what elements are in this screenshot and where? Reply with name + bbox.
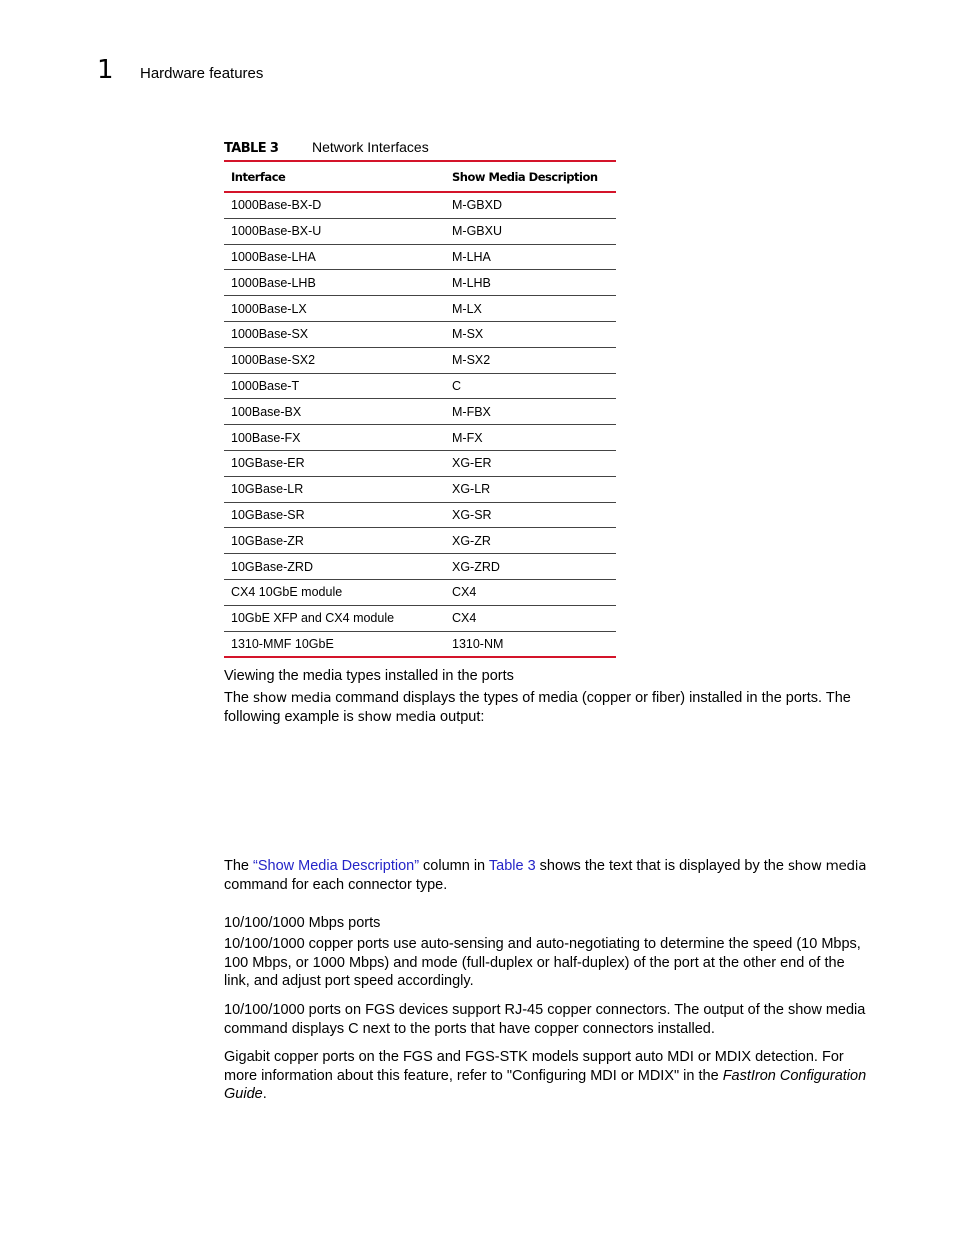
- column-header-interface: Interface: [224, 161, 445, 192]
- text-run: output:: [436, 708, 485, 725]
- table-header-row: [224, 161, 616, 192]
- media-description-cell: M-LX: [445, 296, 616, 322]
- media-description-cell: M-SX: [445, 321, 616, 347]
- interface-cell: CX4 10GbE module: [224, 579, 445, 605]
- table-row: [224, 270, 616, 296]
- interface-cell: 1000Base-LHA: [224, 244, 445, 270]
- media-description-cell: XG-LR: [445, 476, 616, 502]
- show-media-intro-paragraph: [224, 689, 874, 726]
- table-row: [224, 425, 616, 451]
- media-description-cell: XG-ZR: [445, 528, 616, 554]
- chapter-number: 1: [97, 55, 114, 85]
- table-row: [224, 450, 616, 476]
- text-run: column in: [419, 858, 489, 874]
- interface-cell: 10GBase-ZR: [224, 528, 445, 554]
- interface-cell: 1000Base-SX: [224, 321, 445, 347]
- table-row: [224, 373, 616, 399]
- table-row: [224, 218, 616, 244]
- show-media-description-paragraph: [224, 857, 874, 894]
- table-row: [224, 554, 616, 580]
- auto-sensing-paragraph: 10/100/1000 copper ports use auto-sensing and auto-negotiating to determine the speed (10 Mbps, 100 Mbps, or 1000 Mbps) and mode (full-duplex or half-duplex) of the port at the other end of the link, and adjust port speed accordingly.: [224, 936, 861, 990]
- media-description-cell: 1310-NM: [452, 636, 504, 651]
- network-interfaces-table: [224, 160, 616, 658]
- command-show-media: show media: [253, 690, 332, 706]
- command-show-media: show media: [787, 858, 867, 874]
- media-description-cell: M-LHA: [445, 244, 616, 270]
- interface-cell: 1000Base-SX2: [224, 347, 445, 373]
- interface-cell: 1000Base-T: [224, 373, 445, 399]
- interface-cell: 1000Base-LX: [224, 296, 445, 322]
- text-run: The: [224, 858, 254, 874]
- section-heading-viewing-media: Viewing the media types installed in the ports: [224, 668, 514, 684]
- mdi-mdix-paragraph: [224, 1048, 874, 1104]
- command-show-media: show media: [357, 708, 437, 725]
- table-row: [224, 347, 616, 373]
- interface-cell: 100Base-FX: [224, 425, 445, 451]
- column-header-show-media-description: Show Media Description: [445, 161, 616, 192]
- interface-cell: 100Base-BX: [224, 399, 445, 425]
- interface-cell: 10GBase-SR: [224, 502, 445, 528]
- media-description-cell: M-FBX: [445, 399, 616, 425]
- table-row: [224, 631, 616, 657]
- media-description-cell: M-FX: [445, 425, 616, 451]
- table-name: Network Interfaces: [312, 139, 429, 155]
- table-row: [224, 192, 616, 218]
- interface-cell: 10GBase-LR: [224, 476, 445, 502]
- media-description-cell: CX4: [445, 605, 616, 631]
- rj45-paragraph: 10/100/1000 ports on FGS devices support RJ-45 copper connectors. The output of the show media command displays C next to the ports that have copper connectors installed.: [224, 1002, 866, 1037]
- table-row: [224, 399, 616, 425]
- table-3-link[interactable]: Table 3: [488, 858, 536, 874]
- text-run: Gigabit copper ports on the FGS and FGS-STK models support auto MDI or MDIX detection. For more information about this feature, refer to "Configuring MDI or MDIX" in the: [224, 1049, 844, 1084]
- section-heading-mbps-ports: 10/100/1000 Mbps ports: [224, 915, 381, 931]
- table-row: [224, 528, 616, 554]
- interface-cell: 10GBase-ER: [224, 450, 445, 476]
- media-description-cell: CX4: [445, 579, 616, 605]
- table-row: [224, 502, 616, 528]
- table-row: [224, 605, 616, 631]
- table-row: [224, 296, 616, 322]
- media-description-cell: XG-SR: [445, 502, 616, 528]
- interface-cell: 1000Base-BX-D: [224, 192, 445, 218]
- media-description-cell: M-GBXU: [445, 218, 616, 244]
- media-description-cell: XG-ZRD: [445, 554, 616, 580]
- text-run: .: [262, 1086, 267, 1103]
- table-row: [224, 476, 616, 502]
- text-run: The: [224, 690, 254, 706]
- interface-cell: 1000Base-LHB: [224, 270, 445, 296]
- interface-cell: 1000Base-BX-U: [224, 218, 445, 244]
- table-row: [224, 579, 616, 605]
- interface-cell: 10GBase-ZRD: [224, 554, 445, 580]
- table-row: [224, 244, 616, 270]
- interface-cell: 1310-MMF 10GbE: [231, 636, 334, 651]
- media-description-cell: M-SX2: [445, 347, 616, 373]
- text-run: command displays the types of media (copper or fiber) installed in the ports. The following example is: [224, 690, 851, 725]
- table-caption: [224, 138, 429, 158]
- media-description-cell: XG-ER: [445, 450, 616, 476]
- table-row: [224, 321, 616, 347]
- show-media-description-link[interactable]: “Show Media Description”: [253, 858, 420, 874]
- text-run: command for each connector type.: [224, 876, 448, 893]
- media-description-cell: M-GBXD: [445, 192, 616, 218]
- media-description-cell: C: [445, 373, 616, 399]
- interface-cell: 10GbE XFP and CX4 module: [224, 605, 445, 631]
- media-description-cell: M-LHB: [445, 270, 616, 296]
- chapter-title: Hardware features: [140, 65, 264, 82]
- table-tag: TABLE 3: [224, 141, 279, 156]
- guide-title: FastIron Configuration Guide: [224, 1067, 867, 1103]
- text-run: shows the text that is displayed by the: [535, 858, 788, 874]
